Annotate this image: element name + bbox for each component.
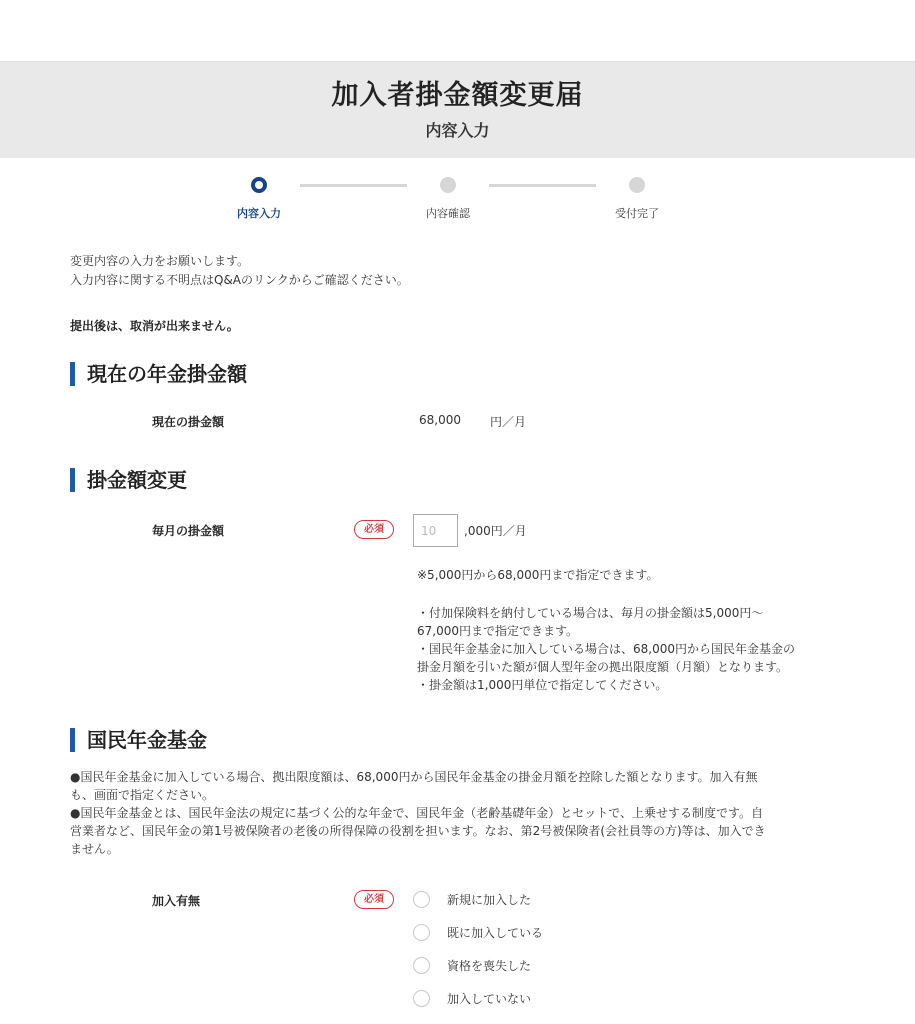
pension-line: ●国民年金基金とは、国民年金法の規定に基づく公的な年金で、国民年金（老齢基礎年金）とセットで、上乗せする制度です。自 <box>70 806 764 820</box>
step-label-confirm: 内容確認 <box>426 207 470 220</box>
note-line: 掛金月額を引いた額が個人型年金の拠出限度額（月額）となります。 <box>417 660 789 674</box>
radio-label: 資格を喪失した <box>447 958 532 973</box>
pension-line: も、画面で指定ください。 <box>70 788 215 802</box>
required-badge: 必須 <box>354 520 394 539</box>
radio-button[interactable] <box>413 990 430 1007</box>
intro-line: 入力内容に関する不明点はQ&Aのリンクからご確認ください。 <box>70 273 409 287</box>
step-label-complete: 受付完了 <box>615 207 659 220</box>
step-connector <box>489 184 596 187</box>
enrollment-status-label: 加入有無 <box>152 894 201 908</box>
radio-option-already-joined[interactable] <box>413 922 543 942</box>
pension-line: ません。 <box>70 842 119 856</box>
page-subtitle: 内容入力 <box>425 121 490 140</box>
note-line: ・付加保険料を納付している場合は、毎月の掛金額は5,000円～ <box>417 606 764 620</box>
radio-label: 加入していない <box>447 991 532 1006</box>
radio-button[interactable] <box>413 957 430 974</box>
cancel-warning: 提出後は、取消が出来ません。 <box>70 319 239 333</box>
progress-stepper <box>0 172 915 222</box>
note-line: ・掛金額は1,000円単位で指定してください。 <box>417 678 668 692</box>
radio-label: 新規に加入した <box>447 892 532 907</box>
radio-button[interactable] <box>413 924 430 941</box>
monthly-amount-unit: ,000円／月 <box>464 524 527 538</box>
page-header <box>0 61 915 158</box>
section-heading-change: 掛金額変更 <box>70 468 187 492</box>
step-indicator-input <box>251 177 267 193</box>
page-title: 加入者掛金額変更届 <box>331 80 584 111</box>
required-badge: 必須 <box>354 890 394 909</box>
monthly-amount-label: 毎月の掛金額 <box>152 524 225 538</box>
step-indicator-confirm <box>440 177 456 193</box>
note-line: 67,000円まで指定できます。 <box>417 624 579 638</box>
radio-option-lost-eligibility[interactable] <box>413 955 531 975</box>
note-line: ・国民年金基金に加入している場合は、68,000円から国民年金基金の <box>417 642 795 656</box>
radio-label: 既に加入している <box>447 925 544 940</box>
current-amount-unit: 円／月 <box>490 415 527 429</box>
intro-line: 変更内容の入力をお願いします。 <box>70 254 250 268</box>
amount-range-note: ※5,000円から68,000円まで指定できます。 <box>417 568 659 582</box>
radio-button[interactable] <box>413 891 430 908</box>
section-heading-current: 現在の年金掛金額 <box>70 362 247 386</box>
step-indicator-complete <box>629 177 645 193</box>
step-label-input: 内容入力 <box>237 207 281 220</box>
pension-line: ●国民年金基金に加入している場合、拠出限度額は、68,000円から国民年金基金の掛金月額を控除した額となります。加入有無 <box>70 770 758 784</box>
amount-notes <box>417 604 795 694</box>
section-heading-pension: 国民年金基金 <box>70 728 207 752</box>
radio-option-newly-joined[interactable] <box>413 889 531 909</box>
intro-text <box>70 252 409 290</box>
radio-option-not-joined[interactable] <box>413 988 531 1008</box>
step-connector <box>300 184 407 187</box>
pension-line: 営業者など、国民年金の第1号被保険者の老後の所得保障の役割を担います。なお、第2号被保険者(会社員等の方)等は、加入でき <box>70 824 766 838</box>
pension-description <box>70 768 840 858</box>
monthly-amount-input[interactable] <box>413 514 458 547</box>
current-amount-label: 現在の掛金額 <box>152 415 225 429</box>
current-amount-value: 68,000 <box>419 413 461 427</box>
